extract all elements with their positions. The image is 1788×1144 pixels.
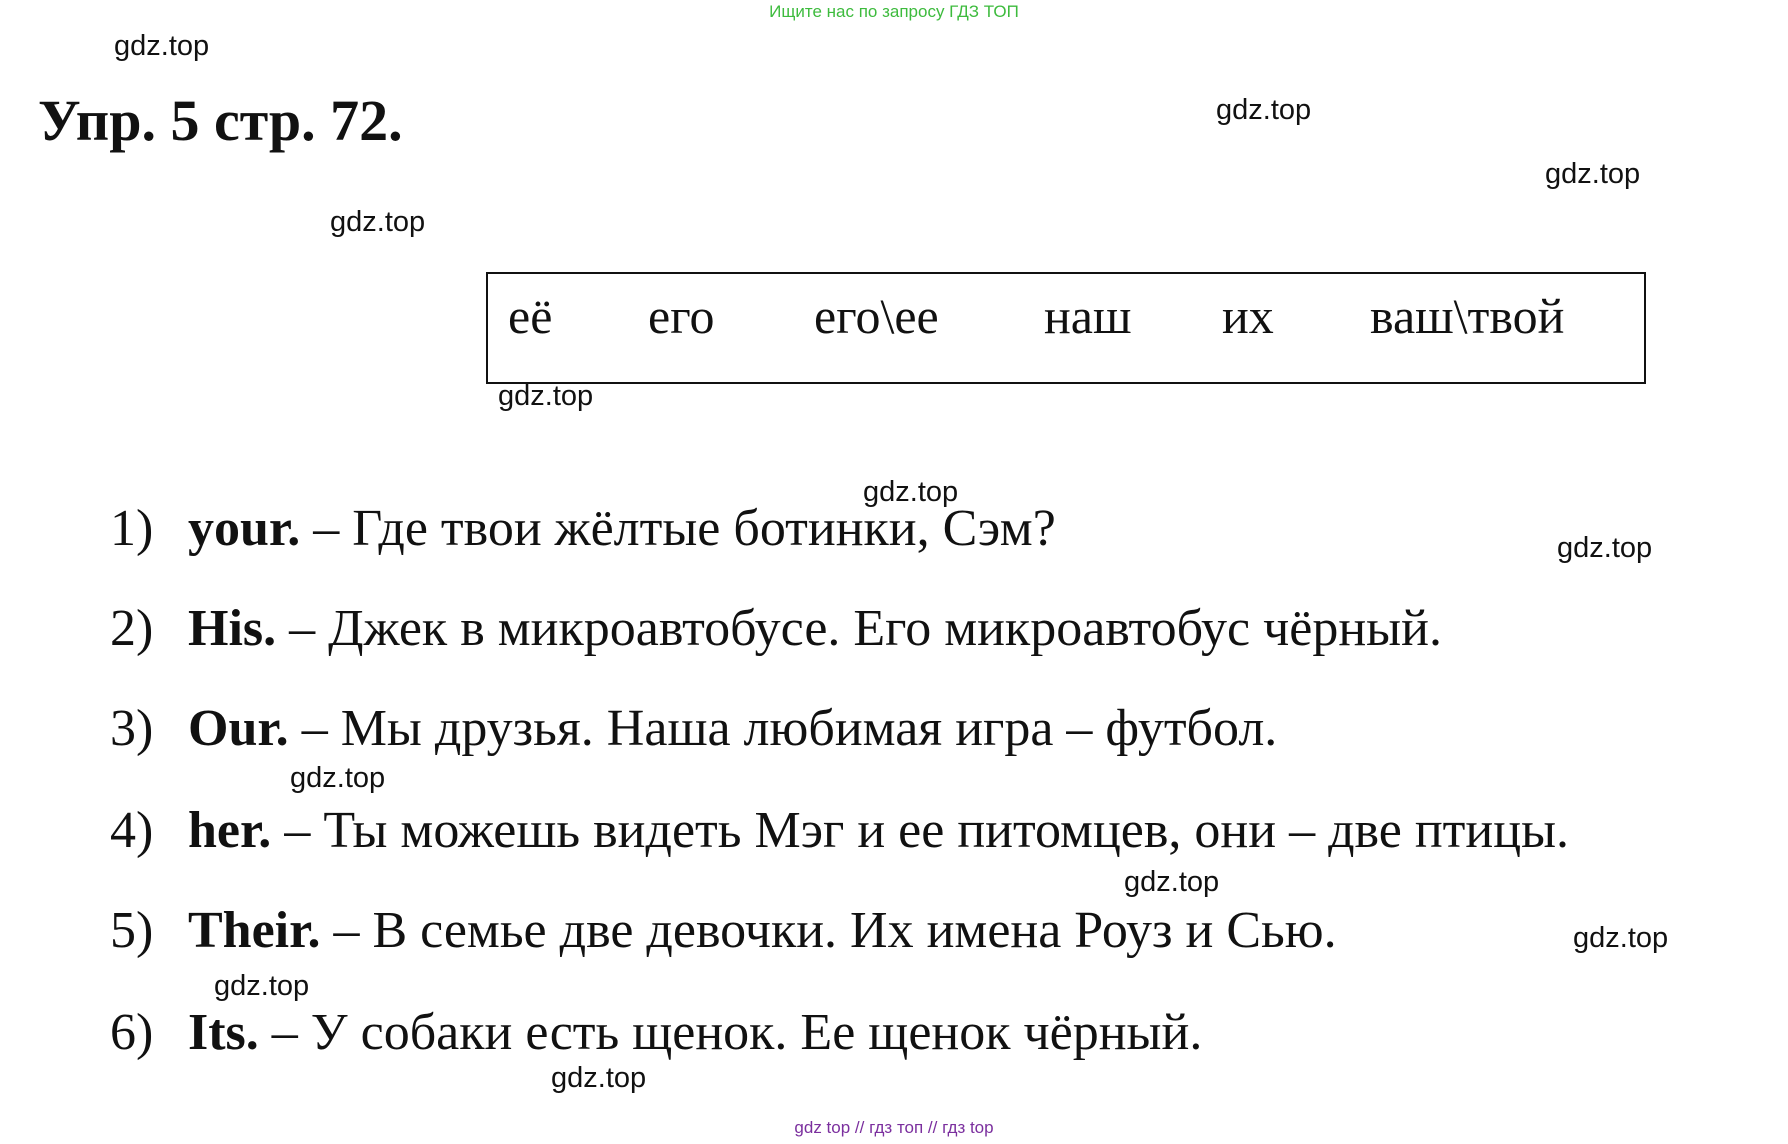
watermark: gdz.top [114,30,210,62]
word-box-item: их [1222,288,1274,344]
answer-item [110,598,1442,660]
watermark: gdz.top [290,762,386,794]
answer-item [110,900,1337,962]
answer-text: – В семье две девочки. Их имена Роуз и Сью. [320,902,1337,959]
watermark: gdz.top [1573,922,1669,954]
footer-watermark: gdz top // гдз топ // гдз top [794,1118,994,1137]
watermark: gdz.top [330,206,426,238]
top-banner: Ищите нас по запросу ГДЗ ТОП [769,2,1019,21]
word-box-item: ваш\твой [1370,288,1565,344]
answer-item [110,698,1277,760]
word-box-item: её [508,288,553,344]
watermark: gdz.top [1557,532,1653,564]
answer-text: – Джек в микроавтобусе. Его микроавтобус чёрный. [276,600,1442,657]
watermark: gdz.top [863,476,959,508]
answer-key: Their. [188,902,321,959]
answer-text: – Мы друзья. Наша любимая игра – футбол. [288,700,1278,757]
answer-item [110,1002,1202,1064]
answer-key: Its. [188,1004,259,1061]
answer-item [110,800,1569,862]
answer-key: Our. [188,700,289,757]
word-box-item: его\ее [814,288,939,344]
answer-item [110,498,1056,560]
answer-number: 5) [110,902,154,959]
word-box-item: наш [1044,288,1132,344]
watermark: gdz.top [498,380,594,412]
answer-number: 6) [110,1004,154,1061]
watermark: gdz.top [1545,158,1641,190]
answer-text: – Где твои жёлтые ботинки, Сэм? [300,500,1056,557]
answer-number: 3) [110,700,154,757]
answer-text: – У собаки есть щенок. Ее щенок чёрный. [258,1004,1203,1061]
answer-text: – Ты можешь видеть Мэг и ее питомцев, они – две птицы. [271,802,1570,859]
watermark: gdz.top [1124,866,1220,898]
watermark: gdz.top [1216,94,1312,126]
answer-number: 4) [110,802,154,859]
answer-key: His. [188,600,277,657]
answer-number: 1) [110,500,154,557]
watermark: gdz.top [551,1062,647,1094]
answer-number: 2) [110,600,154,657]
word-box-item: его [648,288,715,344]
page-title: Упр. 5 стр. 72. [38,88,403,153]
watermark: gdz.top [214,970,310,1002]
answer-key: her. [188,802,272,859]
answer-key: your. [188,500,301,557]
